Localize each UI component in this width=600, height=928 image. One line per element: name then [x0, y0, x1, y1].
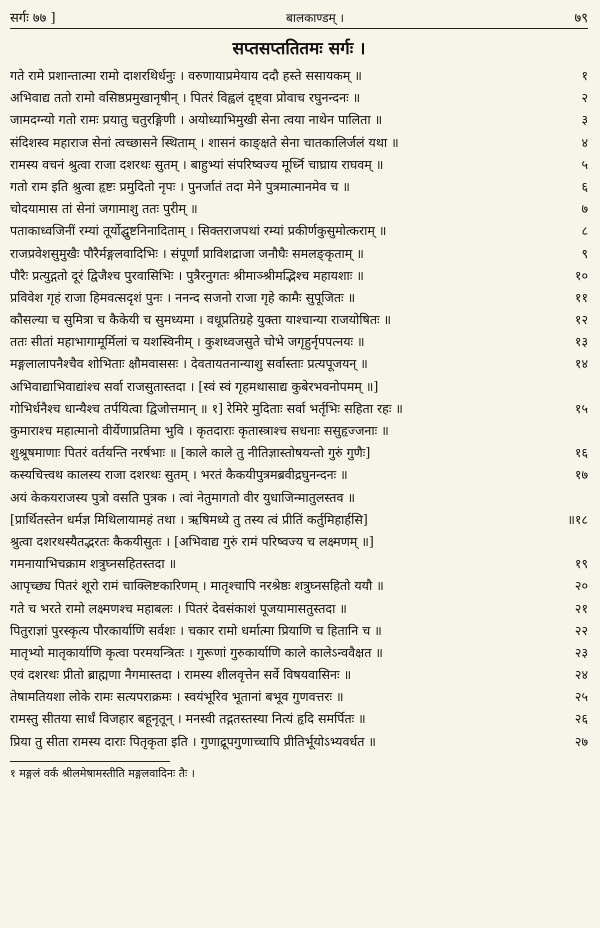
verse-number: १३ — [574, 334, 588, 350]
verse-line — [10, 132, 588, 154]
verse-number: १६ — [574, 445, 588, 461]
verse-number: २४ — [574, 667, 588, 683]
verse-text: पौरैः प्रत्युद्गतो दूरं द्विजैश्च पुरवासिभिः । पुत्रैरनुगतः श्रीमाञ्श्रीमद्भिश्च महायशाः ॥ — [10, 267, 364, 283]
verse-text: संदिशस्व महाराज सेनां त्वच्छासने स्थिताम् । शासनं काङ्क्षते सेना चातकालिर्जलं यथा ॥ — [10, 134, 399, 150]
footnote: १ मङ्गलं वर्कं श्रीलमेषामस्तीति मङ्गलवादिनः तैः । — [10, 766, 195, 780]
verse-number: १२ — [574, 312, 588, 328]
verse-line — [10, 642, 588, 664]
verse-line — [10, 220, 588, 242]
verse-text: [प्रार्थितस्तेन धर्मज्ञ मिथिलायामहं तथा । ऋषिमध्ये तु तस्य त्वं प्रीतिं कर्तुमिहार्हसि] — [10, 511, 368, 527]
verse-number: १५ — [574, 400, 588, 416]
verse-text: रामस्य वचनं श्रुत्वा राजा दशरथः सुतम् । बाहुभ्यां संपरिष्वज्य मूर्ध्नि चाघ्राय राघवम् ॥ — [10, 156, 384, 172]
verse-text: अभिवाद्याभिवाद्यांश्च सर्वा राजसुतास्तदा । [स्वं स्वं गृहमथासाद्य कुबेरभवनोपमम् ॥] — [10, 378, 379, 394]
verse-text: गते च भरते रामो लक्ष्मणश्च महाबलः । पितरं देवसंकाशं पूजयामासतुस्तदा ॥ — [10, 600, 347, 616]
verse-text: चोदयामास तां सेनां जगामाशु ततः पुरीम् ॥ — [10, 201, 198, 217]
verse-line — [10, 109, 588, 131]
verse-text: तेषामतियशा लोके रामः सत्यपराक्रमः । स्वयंभूरिव भूतानां बभूव गुणवत्तरः ॥ — [10, 689, 344, 705]
verse-line — [10, 265, 588, 287]
verse-line — [10, 575, 588, 597]
verse-number: १९ — [574, 556, 588, 572]
verse-line — [10, 509, 588, 531]
verse-text: श्रुत्वा दशरथस्यैतद्भरतः कैकयीसुतः । [अभिवाद्य गुरुं रामं परिष्वज्य च लक्ष्मणम् ॥] — [10, 533, 374, 549]
verse-line — [10, 309, 588, 331]
verse-line — [10, 87, 588, 109]
verse-number: १४ — [574, 356, 588, 372]
verse-number: २७ — [574, 733, 588, 749]
verse-line — [10, 154, 588, 176]
verse-text: गतो राम इति श्रुत्वा हृष्टः प्रमुदितो नृपः । पुनर्जातं तदा मेने पुत्रमात्मानमेव च ॥ — [10, 178, 350, 194]
footnote-rule — [10, 761, 170, 762]
header-chapter-ref: सर्गः ७७ ] — [10, 11, 56, 26]
verse-number: ११ — [574, 289, 588, 305]
verse-text: कस्यचित्त्वथ कालस्य राजा दशरथः सुतम् । भरतं कैकयीपुत्रमब्रवीद्रघुनन्दनः ॥ — [10, 467, 348, 483]
verse-number: ४ — [581, 134, 588, 150]
verse-text: जामदग्न्यो गतो रामः प्रयातु चतुरङ्गिणी । अयोध्याभिमुखी सेना त्वया नाथेन पालिता ॥ — [10, 112, 383, 128]
verse-line — [10, 598, 588, 620]
verse-text: कौसल्या च सुमित्रा च कैकेयी च सुमध्यमा । वधूप्रतिग्रहे युक्ता याश्चान्या राजयोषितः ॥ — [10, 312, 392, 328]
verse-number: २२ — [574, 622, 588, 638]
verse-number: २३ — [574, 644, 588, 660]
verse-number: ५ — [581, 156, 588, 172]
verse-line — [10, 331, 588, 353]
verse-number: २ — [581, 90, 588, 106]
verse-text: गते रामे प्रशान्तात्मा रामो दाशरथिर्धनुः । वरुणायाप्रमेयाय ददौ हस्ते ससायकम् ॥ — [10, 68, 362, 83]
verse-line — [10, 464, 588, 486]
verse-line — [10, 243, 588, 265]
verse-text: कुमाराश्च महात्मानो वीर्येणाप्रतिमा भुवि । कृतदाराः कृतास्त्राश्च सधनाः ससुहृज्जनाः ॥ — [10, 423, 389, 438]
verse-line — [10, 65, 588, 87]
header-rule — [10, 28, 588, 29]
header-page-number: ७९ — [574, 11, 588, 26]
verse-text: मातृभ्यो मातृकार्याणि कृत्वा परमयन्त्रितः । गुरूणां गुरुकार्याणि काले कालेऽन्ववैक्षत ॥ — [10, 644, 383, 660]
verse-text: ततः सीतां महाभागामूर्मिलां च यशस्विनीम् । कुशध्वजसुते चोभे जगृहुर्नृपपत्नयः ॥ — [10, 334, 365, 350]
verse-line — [10, 708, 588, 730]
verse-text: शुश्रूषमाणाः पितरं वर्तयन्ति नरर्षभाः ॥ [काले काले तु नीतिज्ञास्तोषयन्तो गुरुं गुणैः] — [10, 445, 371, 461]
verse-line — [10, 620, 588, 642]
verse-number: २१ — [574, 600, 588, 616]
verse-text: एवं दशरथः प्रीतो ब्राह्मणा नैगमास्तदा । रामस्य शीलवृत्तेन सर्वे विषयवासिनः ॥ — [10, 667, 352, 683]
verse-number: ९ — [581, 245, 588, 261]
verse-line — [10, 531, 588, 553]
verse-number: ७ — [581, 201, 588, 217]
verse-text: गमनायाभिचक्राम शत्रुघ्नसहितस्तदा ॥ — [10, 556, 177, 572]
verse-text: अयं केकयराजस्य पुत्रो वसति पुत्रक । त्वां नेतुमागतो वीर युधाजिन्मातुलस्तव ॥ — [10, 489, 356, 505]
verse-line — [10, 442, 588, 464]
verse-text: गोभिर्धनैश्च धान्यैश्च तर्पयित्वा द्विजोत्तमान् ॥ १] रेमिरे मुदिताः सर्वा भर्तृभिः सहिता रहः ॥ — [10, 400, 403, 416]
chapter-title: सप्तसप्ततितमः सर्गः । — [232, 39, 366, 59]
verse-number: १ — [581, 68, 588, 83]
verse-text: रामस्तु सीतया सार्धं विजहार बहूनृतून् । मनस्वी तद्गतस्तस्या नित्यं हृदि समर्पितः ॥ — [10, 711, 366, 727]
verse-text: प्रविवेश गृहं राजा हिमवत्सदृशं पुनः । ननन्द सजनो राजा गृहे कामैः सुपूजितः ॥ — [10, 289, 356, 305]
verse-line — [10, 731, 588, 753]
verse-text: राजप्रवेशसुमुखैः पौरैर्मङ्गलवादिभिः । संपूर्णां प्राविशद्राजा जनौघैः समलङ्कृताम् ॥ — [10, 245, 364, 261]
verse-line — [10, 420, 588, 442]
verse-number: १० — [574, 267, 588, 283]
running-header — [10, 8, 588, 26]
verse-line — [10, 553, 588, 575]
verse-number: ३ — [581, 112, 588, 128]
verse-text: प्रिया तु सीता रामस्य दाराः पितृकृता इति । गुणाद्रूपगुणाच्चापि प्रीतिर्भूयोऽभ्यवर्धत ॥ — [10, 733, 376, 749]
verse-text: मङ्गलालापनैश्चैव शोभिताः क्षौमवाससः । देवतायतनान्याशु सर्वास्ताः प्रत्यपूजयन् ॥ — [10, 356, 368, 372]
verse-line — [10, 686, 588, 708]
verse-number: २० — [574, 578, 588, 594]
verse-number: २५ — [574, 689, 588, 705]
verse-line — [10, 487, 588, 509]
verse-line — [10, 353, 588, 375]
verse-number: ६ — [581, 178, 588, 194]
verse-text: अभिवाद्य ततो रामो वसिष्ठप्रमुखानृषीन् । पितरं विह्वलं दृष्ट्वा प्रोवाच रघुनन्दनः ॥ — [10, 90, 361, 106]
verse-line — [10, 398, 588, 420]
verse-line — [10, 376, 588, 398]
verse-number: ॥१८ — [567, 511, 588, 527]
header-book-title: बालकाण्डम् । — [285, 10, 345, 25]
verse-line — [10, 198, 588, 220]
verse-line — [10, 287, 588, 309]
verse-text: पताकाध्वजिनीं रम्यां तूर्योद्घुष्टनिनादिताम् । सिक्तराजपथां रम्यां प्रकीर्णकुसुमोत्कराम् ॥ — [10, 223, 387, 239]
verse-number: २६ — [574, 711, 588, 727]
verse-number: ८ — [581, 223, 588, 239]
verse-list — [10, 65, 588, 753]
verse-number: १७ — [574, 467, 588, 483]
verse-text: आपृच्छ्य पितरं शूरो रामं चाक्लिष्टकारिणम् । मातृश्चापि नरश्रेष्ठः शत्रुघ्नसहितो ययौ ॥ — [10, 578, 384, 594]
verse-line — [10, 664, 588, 686]
verse-line — [10, 176, 588, 198]
verse-text: पितुराज्ञां पुरस्कृत्य पौरकार्याणि सर्वशः । चकार रामो धर्मात्मा प्रियाणि च हितानि च ॥ — [10, 622, 382, 638]
